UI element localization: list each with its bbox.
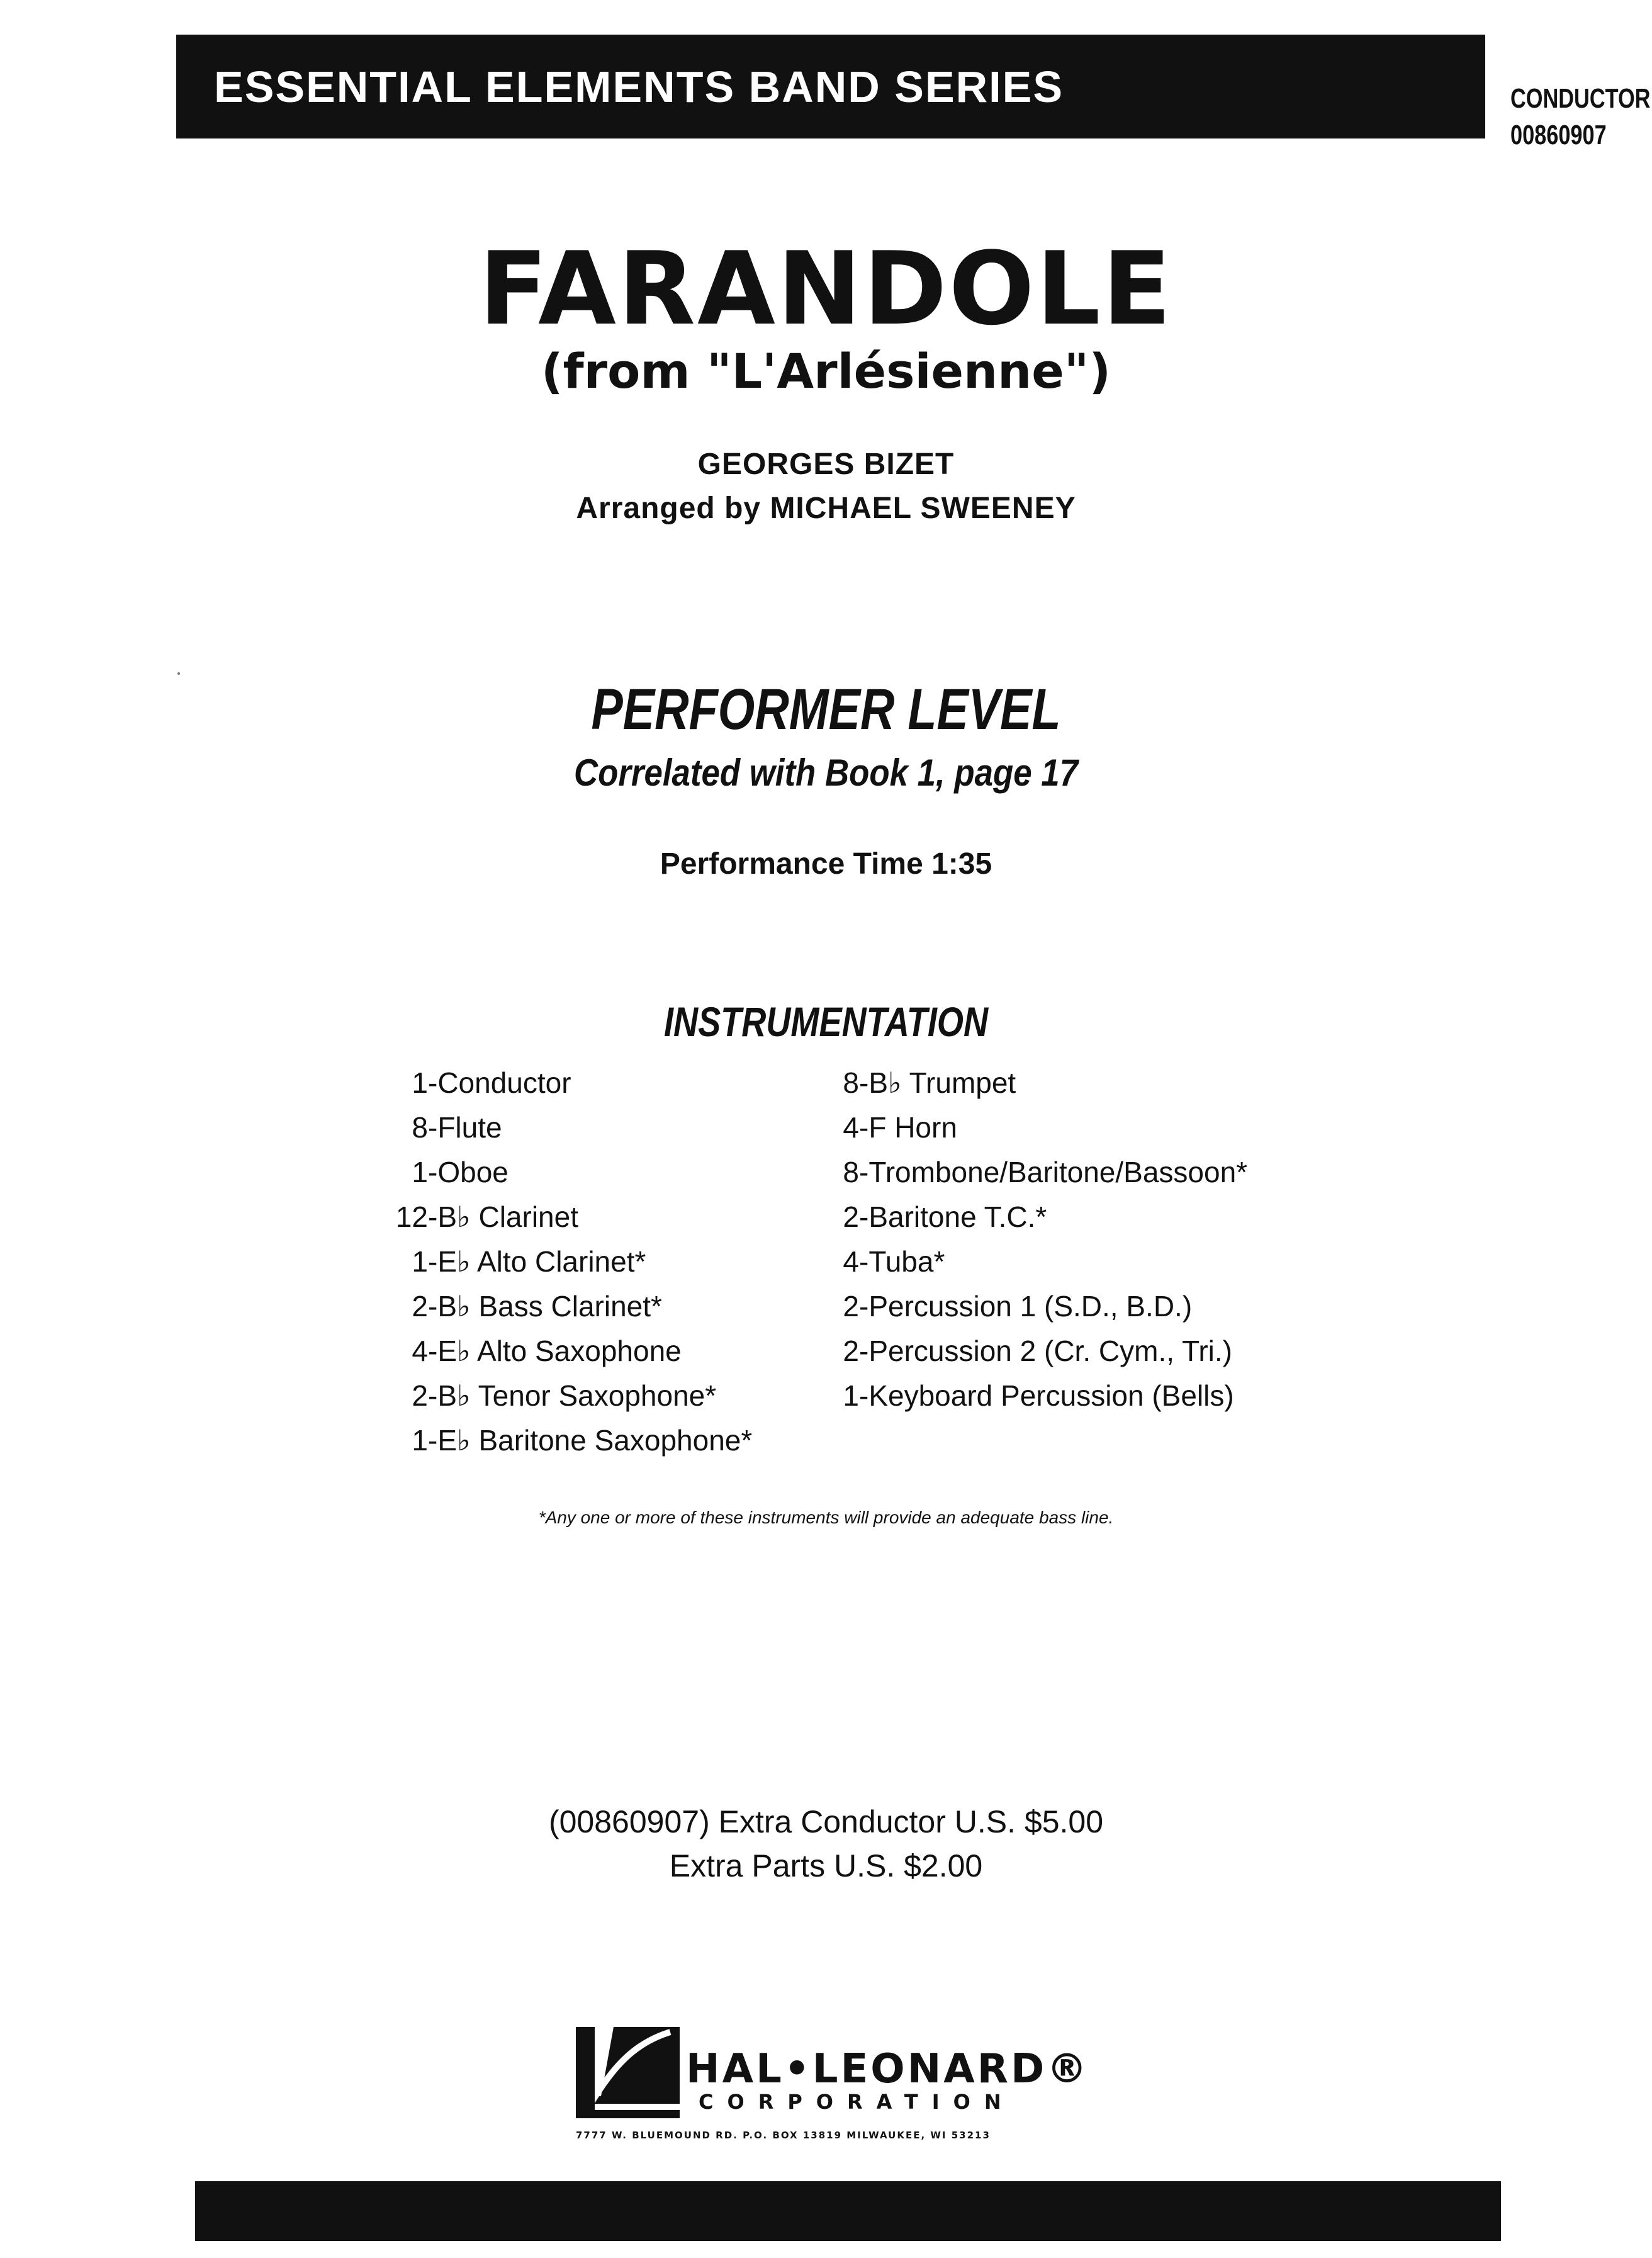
quantity-separator: - xyxy=(859,1156,869,1188)
extra-parts-price: Extra Parts U.S. $2.00 xyxy=(669,1848,983,1883)
series-banner xyxy=(176,35,1485,138)
quantity-separator: - xyxy=(859,1200,869,1233)
quantity-separator: - xyxy=(428,1200,438,1233)
instrument-row xyxy=(796,1239,1247,1284)
instrument-quantity: 8 xyxy=(843,1066,859,1099)
instrument-row xyxy=(796,1061,1247,1105)
instrument-name: B♭ Tenor Saxophone* xyxy=(437,1379,717,1412)
instrument-quantity: 1 xyxy=(412,1156,428,1188)
speck-mark xyxy=(177,672,180,675)
instrument-name: Tuba* xyxy=(868,1245,945,1278)
instrument-quantity: 12 xyxy=(395,1200,428,1233)
instrument-quantity: 4 xyxy=(843,1245,859,1278)
quantity-separator: - xyxy=(428,1066,438,1099)
bottom-bar xyxy=(195,2181,1501,2241)
quantity-separator: - xyxy=(428,1379,438,1412)
instrument-row xyxy=(796,1329,1247,1374)
instrument-quantity: 4 xyxy=(843,1111,859,1144)
piece-subtitle: (from "L'Arlésienne") xyxy=(541,343,1111,399)
instrument-quantity: 8 xyxy=(412,1111,428,1144)
performer-level: PERFORMER LEVEL xyxy=(591,677,1061,742)
piece-title: FARANDOLE xyxy=(479,230,1173,347)
quantity-separator: - xyxy=(428,1290,438,1323)
instrument-name: Conductor xyxy=(437,1066,571,1099)
hal-leonard-logo-icon xyxy=(576,2027,680,2118)
instrument-row xyxy=(359,1329,752,1374)
bass-line-footnote: *Any one or more of these instruments will provide an adequate bass line. xyxy=(538,1508,1114,1527)
instrument-row xyxy=(359,1195,752,1239)
instrument-quantity: 1 xyxy=(412,1066,428,1099)
performance-time: Performance Time 1:35 xyxy=(660,847,992,881)
quantity-separator: - xyxy=(428,1111,438,1144)
quantity-separator: - xyxy=(428,1424,438,1457)
instrument-quantity: 1 xyxy=(412,1245,428,1278)
instrument-row xyxy=(359,1061,752,1105)
instrument-quantity: 2 xyxy=(843,1290,859,1323)
instrument-row xyxy=(359,1105,752,1150)
instrument-name: Keyboard Percussion (Bells) xyxy=(868,1379,1234,1412)
instrument-row xyxy=(796,1195,1247,1239)
quantity-separator: - xyxy=(428,1335,438,1367)
instrument-row xyxy=(359,1374,752,1418)
instrument-row xyxy=(359,1239,752,1284)
quantity-separator: - xyxy=(428,1156,438,1188)
instrumentation-left-column xyxy=(359,1061,752,1463)
instrument-name: Flute xyxy=(437,1111,502,1144)
instrument-row xyxy=(796,1374,1247,1418)
extra-conductor-price: (00860907) Extra Conductor U.S. $5.00 xyxy=(548,1804,1104,1839)
instrument-quantity: 2 xyxy=(412,1379,428,1412)
arranger-credit: Arranged by MICHAEL SWEENEY xyxy=(576,492,1076,525)
instrument-name: Trombone/Baritone/Bassoon* xyxy=(868,1156,1248,1188)
part-code-block xyxy=(1510,81,1651,154)
instrument-name: F Horn xyxy=(868,1111,957,1144)
instrument-name: Baritone T.C.* xyxy=(868,1200,1047,1233)
publisher-logo xyxy=(576,2027,1142,2141)
quantity-separator: - xyxy=(428,1245,438,1278)
publisher-corporation: CORPORATION xyxy=(699,2090,1015,2114)
quantity-separator: - xyxy=(859,1335,869,1367)
instrument-row xyxy=(359,1284,752,1329)
instrument-quantity: 1 xyxy=(412,1424,428,1457)
instrument-name: B♭ Trumpet xyxy=(868,1066,1016,1099)
instrument-quantity: 2 xyxy=(843,1335,859,1367)
instrument-name: E♭ Alto Saxophone xyxy=(437,1335,682,1367)
instrument-name: E♭ Baritone Saxophone* xyxy=(437,1424,753,1457)
publisher-address: 7777 W. BLUEMOUND RD. P.O. BOX 13819 MILWAUKEE, WI 53213 xyxy=(576,2130,991,2141)
instrument-quantity: 8 xyxy=(843,1156,859,1188)
composer-name: GEORGES BIZET xyxy=(697,448,955,481)
quantity-separator: - xyxy=(859,1245,869,1278)
instrument-name: B♭ Clarinet xyxy=(437,1200,578,1233)
quantity-separator: - xyxy=(859,1379,869,1412)
quantity-separator: - xyxy=(859,1066,869,1099)
instrument-row xyxy=(359,1418,752,1463)
quantity-separator: - xyxy=(859,1111,869,1144)
quantity-separator: - xyxy=(859,1290,869,1323)
instrumentation-right-column xyxy=(796,1061,1247,1418)
part-label: CONDUCTOR xyxy=(1510,83,1651,114)
instrument-name: E♭ Alto Clarinet* xyxy=(437,1245,646,1278)
instrument-quantity: 2 xyxy=(412,1290,428,1323)
instrument-name: Percussion 1 (S.D., B.D.) xyxy=(868,1290,1193,1323)
instrumentation-heading: INSTRUMENTATION xyxy=(663,998,989,1045)
instrument-quantity: 4 xyxy=(412,1335,428,1367)
instrument-row xyxy=(796,1105,1247,1150)
part-code: 00860907 xyxy=(1510,120,1607,150)
instrument-name: Percussion 2 (Cr. Cym., Tri.) xyxy=(868,1335,1232,1367)
instrument-name: Oboe xyxy=(437,1156,509,1188)
book-correlation: Correlated with Book 1, page 17 xyxy=(573,752,1078,794)
instrument-quantity: 1 xyxy=(843,1379,859,1412)
instrument-quantity: 2 xyxy=(843,1200,859,1233)
instrument-row xyxy=(359,1150,752,1195)
instrument-row xyxy=(796,1150,1247,1195)
instrument-row xyxy=(796,1284,1247,1329)
instrument-name: B♭ Bass Clarinet* xyxy=(437,1290,662,1323)
series-title: ESSENTIAL ELEMENTS BAND SERIES xyxy=(214,62,1064,111)
publisher-name: HAL•LEONARD® xyxy=(686,2046,1090,2092)
